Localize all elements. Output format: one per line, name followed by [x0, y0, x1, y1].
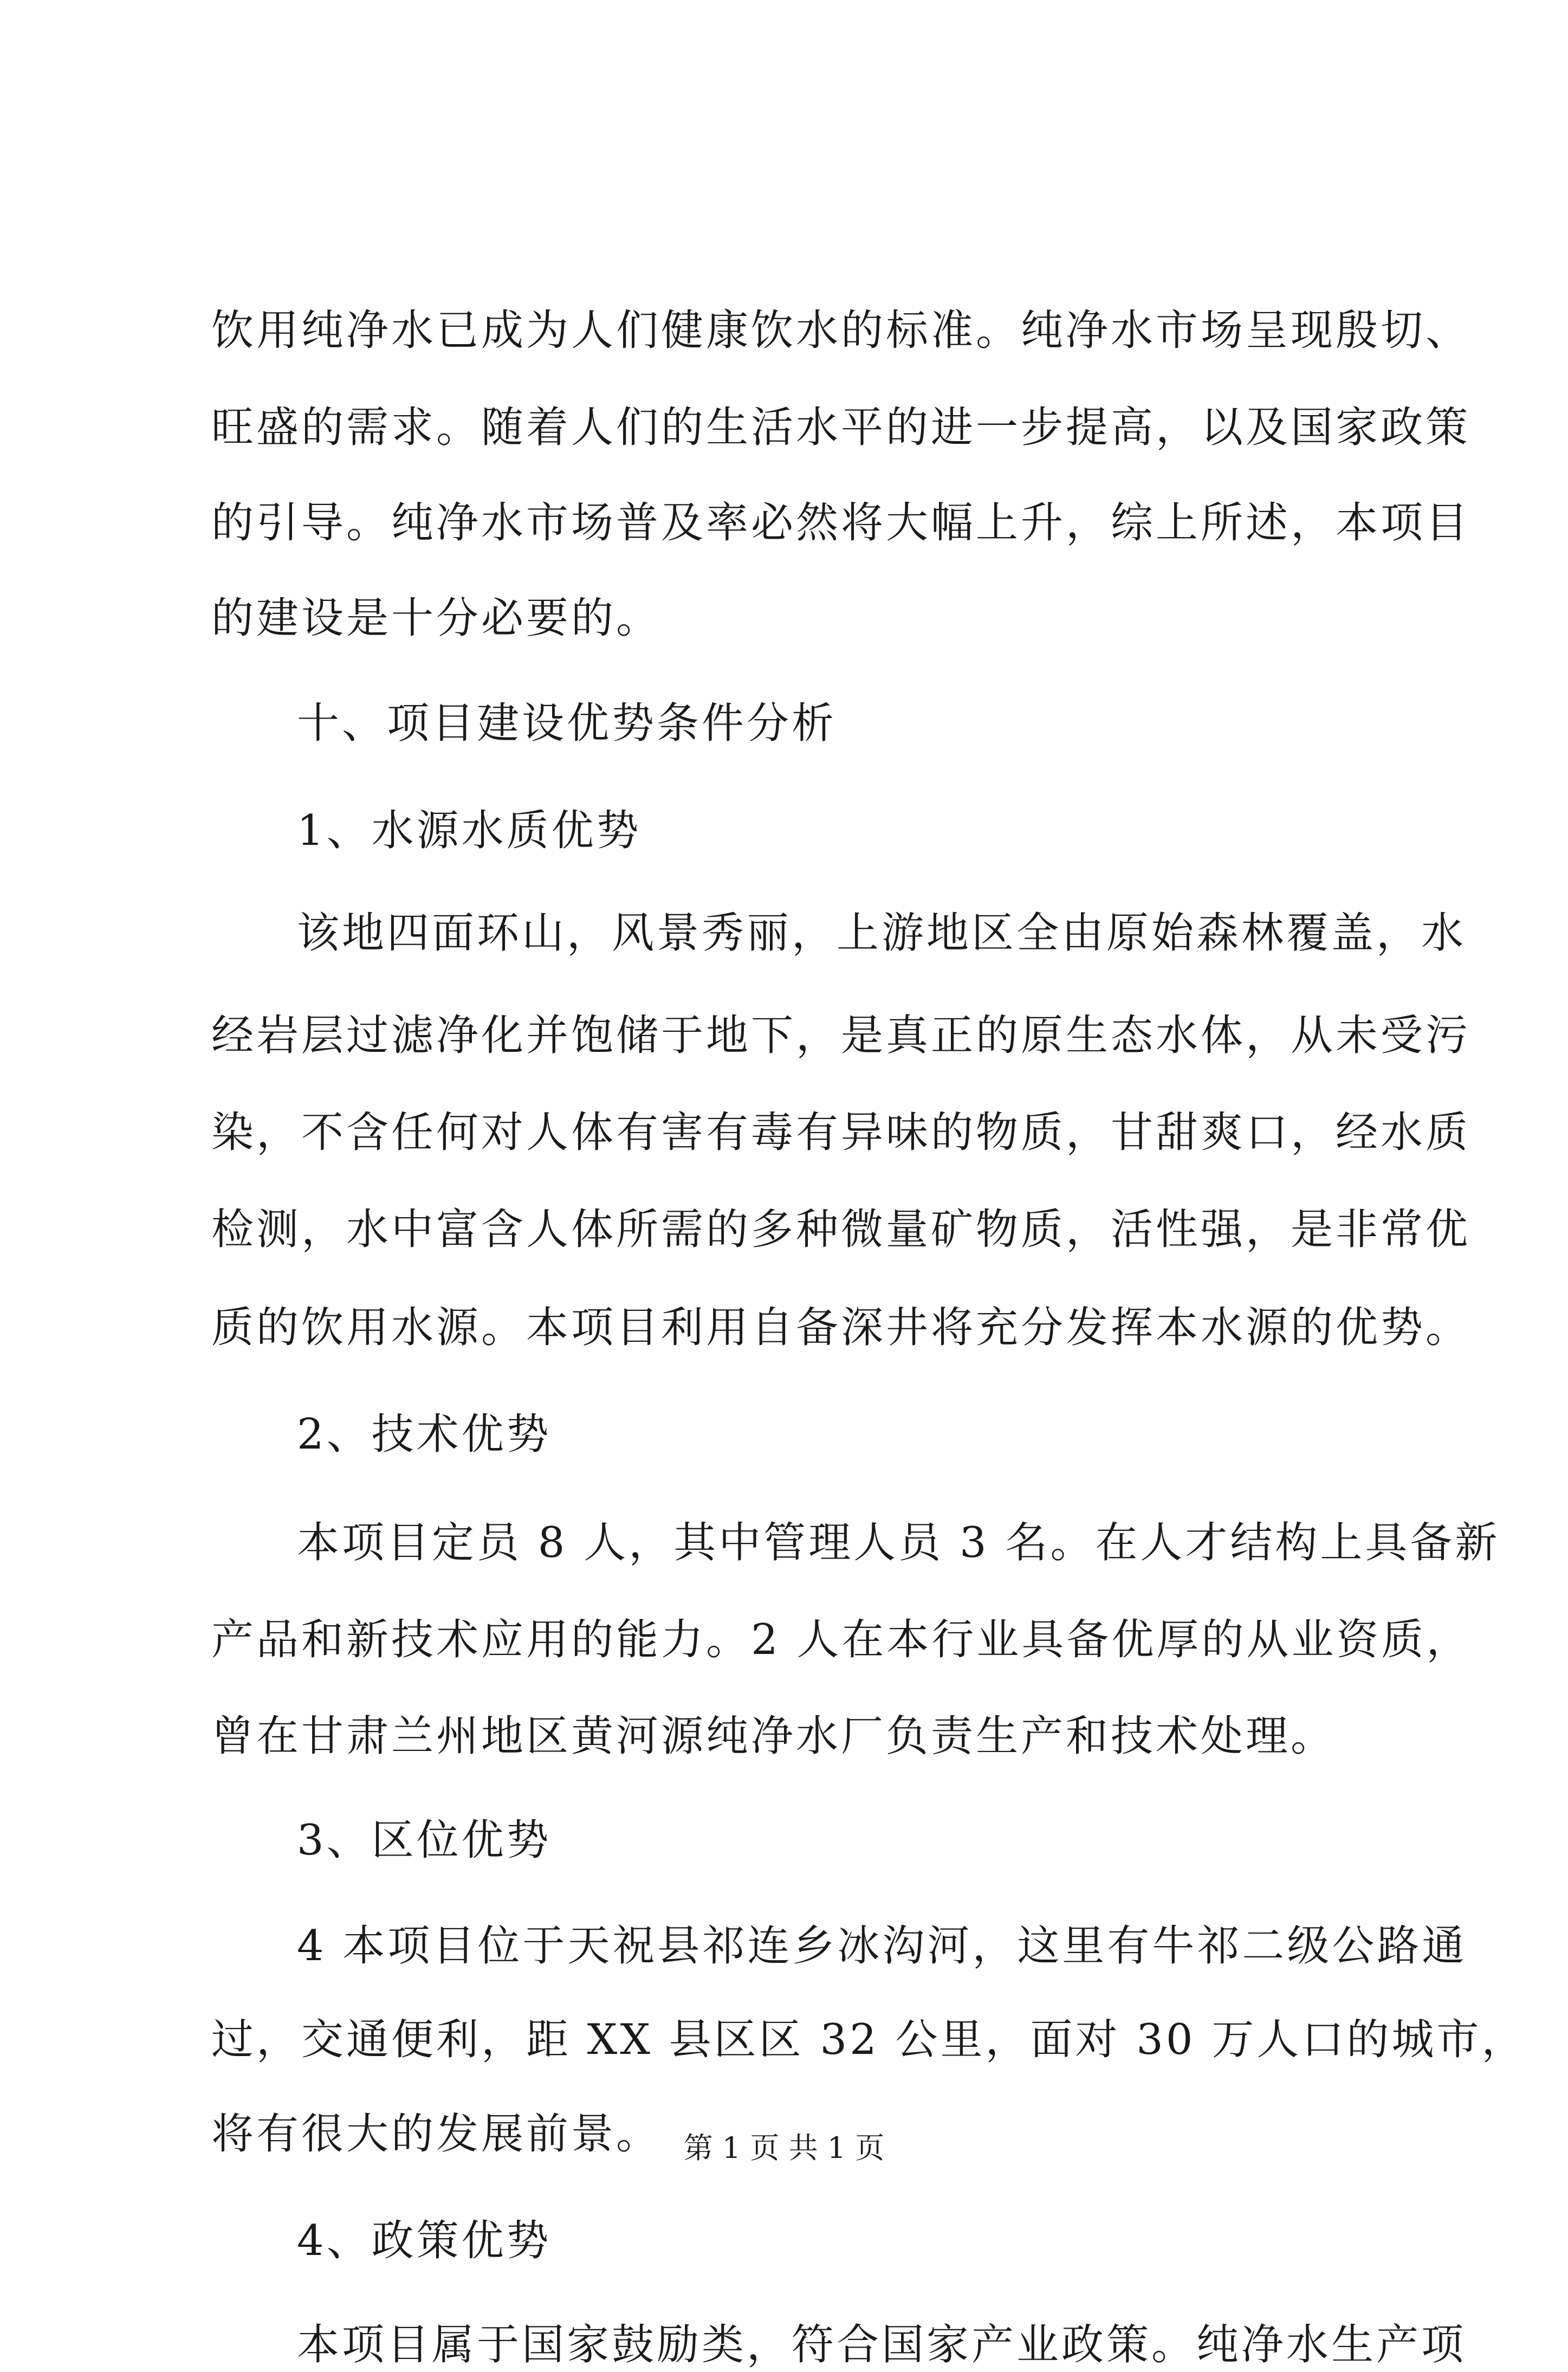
paragraph-line: 2、技术优势	[297, 1410, 552, 1459]
paragraph-line: 将有很大的发展前景。	[211, 2110, 662, 2158]
paragraph-line: 1、水源水质优势	[297, 806, 642, 855]
paragraph-line: 3、区位优势	[297, 1816, 552, 1865]
paragraph-line: 该地四面环山，风景秀丽，上游地区全由原始森林覆盖，水	[297, 909, 1467, 958]
paragraph-line: 经岩层过滤净化并饱储于地下，是真正的原生态水体，从未受污	[211, 1011, 1471, 1060]
paragraph-line: 本项目定员 8 人，其中管理人员 3 名。在人才结构上具备新	[297, 1518, 1500, 1567]
paragraph-line: 质的饮用水源。本项目利用自备深井将充分发挥本水源的优势。	[211, 1303, 1471, 1352]
paragraph-line: 过，交通便利，距 XX 县区区 32 公里，面对 30 万人口的城市，	[211, 2015, 1527, 2064]
paragraph-line: 染，不含任何对人体有害有毒有异味的物质，甘甜爽口，经水质	[211, 1108, 1471, 1157]
paragraph-line: 检测，水中富含人体所需的多种微量矿物质，活性强，是非常优	[211, 1205, 1471, 1254]
paragraph-line: 本项目属于国家鼓励类，符合国家产业政策。纯净水生产项	[297, 2321, 1467, 2369]
page-footer: 第 1 页 共 1 页	[683, 2131, 885, 2165]
paragraph-line: 产品和新技术应用的能力。2 人在本行业具备优厚的从业资质，	[211, 1615, 1472, 1664]
paragraph-line: 4 本项目位于天祝县祁连乡冰沟河，这里有牛祁二级公路通	[297, 1922, 1467, 1970]
paragraph-line: 旺盛的需求。随着人们的生活水平的进一步提高，以及国家政策	[211, 403, 1471, 452]
paragraph-line: 的建设是十分必要的。	[211, 594, 662, 643]
paragraph-line: 饮用纯净水已成为人们健康饮水的标准。纯净水市场呈现殷切、	[211, 306, 1471, 355]
paragraph-line: 4、政策优势	[297, 2216, 552, 2265]
paragraph-line: 曾在甘肃兰州地区黄河源纯净水厂负责生产和技术处理。	[211, 1712, 1336, 1761]
paragraph-line: 十、项目建设优势条件分析	[297, 699, 837, 748]
paragraph-line: 的引导。纯净水市场普及率必然将大幅上升，综上所述，本项目	[211, 499, 1471, 547]
